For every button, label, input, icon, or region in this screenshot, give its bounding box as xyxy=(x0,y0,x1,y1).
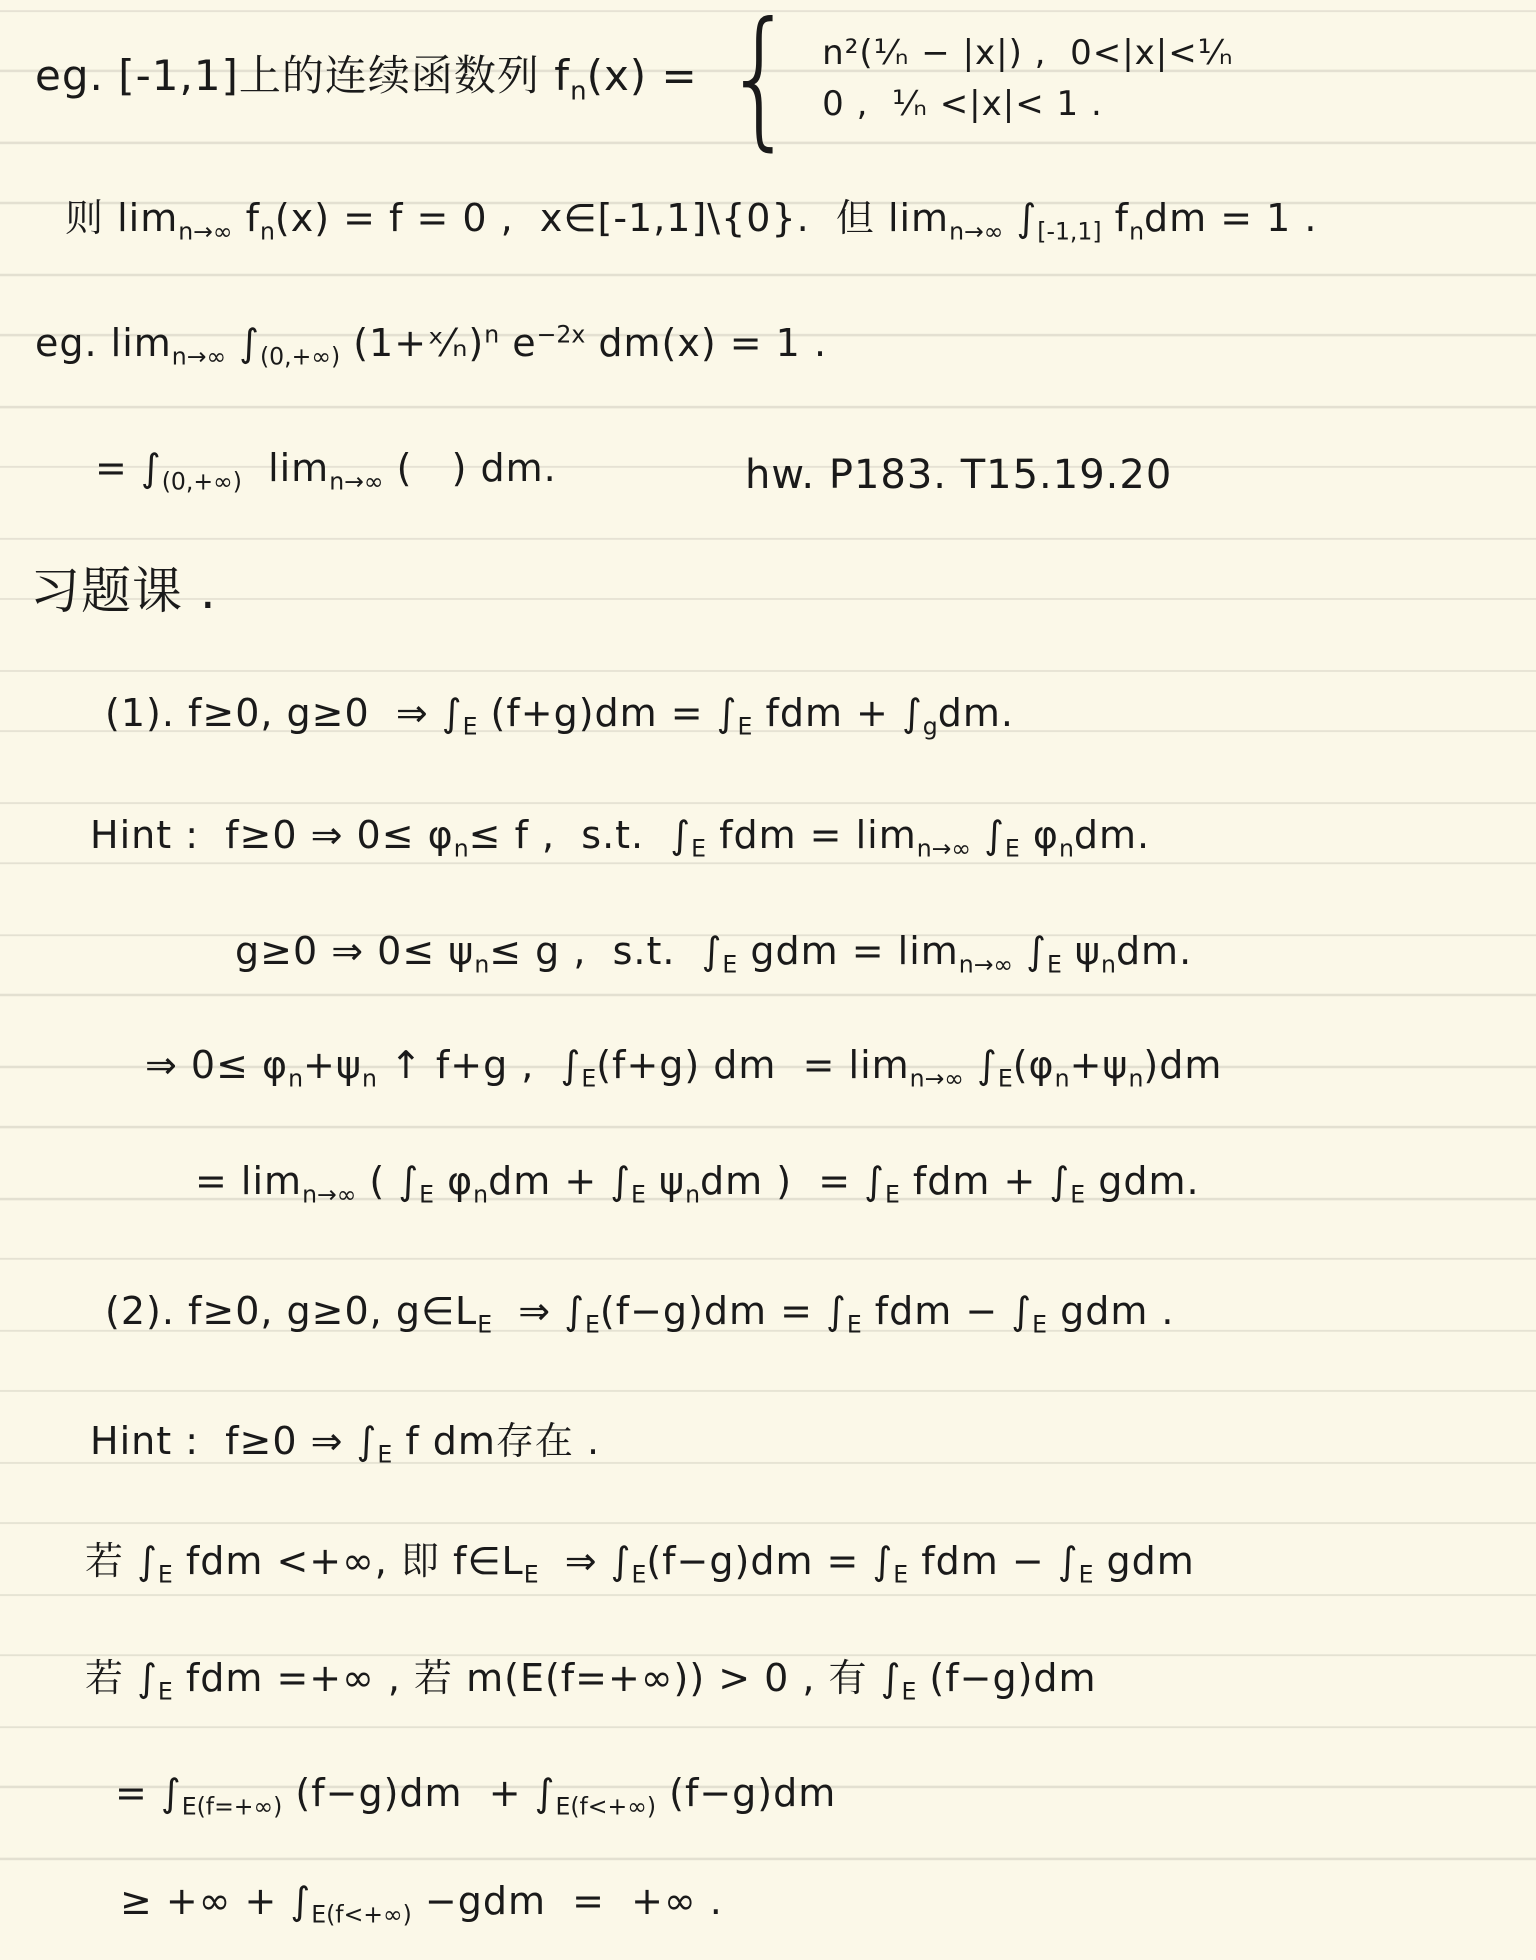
problem2-case-infinite: 若 $\int_E$ fdm =+∞ , 若 m(E(f=+∞)) > 0 , 有 $\int_E$ (f−g)dm xyxy=(85,1656,1097,1706)
piecewise-brace: { xyxy=(723,0,797,165)
problem1-step-monotone: ⇒ $0\le \varphi_n+\psi_n$ ↑ f+g , $\int_E(f+g)$ dm = $\lim_{n\to\infty} \int_E(\varphi_n+\psi_n)dm$ xyxy=(145,1043,1223,1093)
problem2-step-conclusion: ≥ +∞ + $\int_{E(f<+\infty)} -gdm$ = +∞ . xyxy=(120,1879,723,1929)
problem1-step-conclusion: = $\lim_{n\to\infty}$ ( $\int_E$ $\varphi_ndm + \int_E$ $\psi_ndm$ ) = $\int_E$ fdm + $\int_E$ gdm. xyxy=(195,1159,1200,1209)
section-title: 习题课 . xyxy=(30,562,217,620)
problem1-hint-f: Hint : f≥0 ⇒ $0\le \varphi_n\le f$ , s.t. $\int_E$ fdm = $\lim_{n\to\infty} \int_E$ $\varphi_ndm$. xyxy=(90,813,1151,863)
homework-note: hw. P183. T15.19.20 xyxy=(745,452,1173,498)
problem2-statement: (2). f≥0, g≥0, $g\in L_E$ ⇒ $\int_E(f-g)dm = \int_E$ fdm − $\int_E$ gdm . xyxy=(105,1289,1175,1339)
example2-line: eg. $\lim_{n\to\infty} \int_{(0,+\infty)}$ (1+ˣ⁄ₙ)$^n$ $e^{-2x}$ dm(x) = 1 . xyxy=(35,320,828,371)
problem1-statement: (1). f≥0, g≥0 ⇒ $\int_E$ $(f+g)dm = \int_E$ fdm + $\int_gdm$. xyxy=(105,691,1014,741)
example1-intro: eg. [-1,1]上的连续函数列 $f_n(x)$ = xyxy=(35,50,698,107)
example1-definition-line xyxy=(35,0,1234,165)
problem2-case-finite: 若 $\int_E$ fdm <+∞, 即 $f\in L_E$ ⇒ $\int_E(f-g)dm = \int_E$ fdm − $\int_E$ gdm xyxy=(85,1539,1195,1589)
example1-limit-line: 则 $\lim_{n\to\infty} f_n(x) = f = 0$ , x∈[-1,1]\{0}. 但 $\lim_{n\to\infty} \int_{[-1,1]}$ $f_ndm = 1$ . xyxy=(65,196,1318,246)
piecewise-case-1: n²(¹⁄ₙ − |x|) , 0<|x|<¹⁄ₙ xyxy=(822,33,1234,74)
piecewise-cases xyxy=(822,32,1233,125)
problem1-hint-g: g≥0 ⇒ $0\le \psi_n\le g$ , s.t. $\int_E$ gdm = $\lim_{n\to\infty} \int_E$ $\psi_ndm$. xyxy=(235,929,1193,979)
problem2-step-split: = $\int_{E(f=+\infty)}$ $(f-g)dm + \int_{E(f<+\infty)}$ (f−g)dm xyxy=(115,1771,837,1821)
problem2-hint: Hint : f≥0 ⇒ $\int_E$ f dm存在 . xyxy=(90,1419,601,1469)
piecewise-case-2: 0 , ¹⁄ₙ <|x|< 1 . xyxy=(822,83,1103,124)
example2-exchange-line: = $\int_{(0,+\infty)}$ $\lim_{n\to\infty}$ ( ) dm. xyxy=(95,446,557,496)
